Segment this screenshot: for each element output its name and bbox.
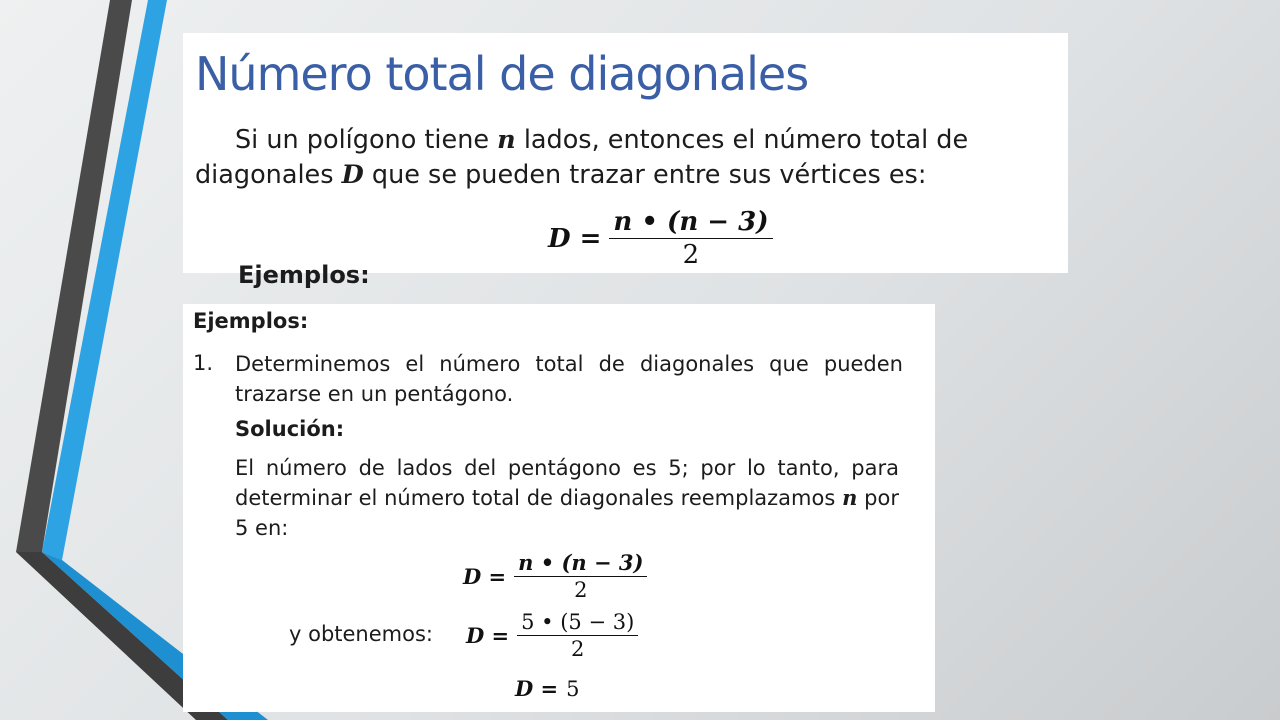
variable-D: D xyxy=(341,160,364,190)
item-text: Determinemos el número total de diagonales que pueden trazarse en un pentágono. xyxy=(235,352,903,406)
formula-denominator: 2 xyxy=(682,240,700,270)
result-value: 5 xyxy=(566,676,580,701)
formula-numerator: n • (n − 3) xyxy=(609,207,772,239)
formula-denominator: 2 xyxy=(571,637,585,661)
definition-paragraph xyxy=(195,123,1055,193)
formula-fraction xyxy=(517,610,638,661)
solution-text xyxy=(235,453,899,543)
solution-label: Solución: xyxy=(235,417,345,441)
formula-lhs: D = xyxy=(548,223,602,254)
diagonal-formula xyxy=(548,207,773,270)
solution-text-2: por 5 en: xyxy=(235,486,899,540)
formula-general xyxy=(463,550,647,602)
solution-text-1: El número de lados del pentágono es 5; por lo tanto, para determinar el número total de diagonales reemplazamos xyxy=(235,456,899,510)
formula-result xyxy=(515,676,580,701)
formula-lhs: D = xyxy=(463,563,507,589)
definition-text-1: Si un polígono tiene xyxy=(235,125,490,155)
variable-n: n xyxy=(842,485,858,510)
example-panel xyxy=(183,304,935,712)
formula-lhs: D = xyxy=(466,623,510,648)
definition-panel xyxy=(183,33,1068,289)
definition-text-2: lados, entonces el número total de diagonales xyxy=(195,125,969,190)
formula-fraction xyxy=(609,207,772,270)
formula-numerator: n • (n − 3) xyxy=(514,550,647,577)
definition-text-3: que se pueden trazar entre sus vértices es: xyxy=(371,160,927,190)
formula-fraction xyxy=(514,550,647,602)
variable-n: n xyxy=(497,125,516,155)
formula-substituted xyxy=(466,610,638,661)
result-lhs: D = xyxy=(515,676,559,701)
formula-denominator: 2 xyxy=(574,578,588,602)
formula-numerator: 5 • (5 − 3) xyxy=(517,610,638,636)
cutoff-examples-label: Ejemplos: xyxy=(238,261,370,289)
panel-heading: Número total de diagonales xyxy=(195,47,809,101)
item-number: 1. xyxy=(193,351,214,375)
obtain-label: y obtenemos: xyxy=(289,622,433,646)
examples-label: Ejemplos: xyxy=(193,309,309,333)
